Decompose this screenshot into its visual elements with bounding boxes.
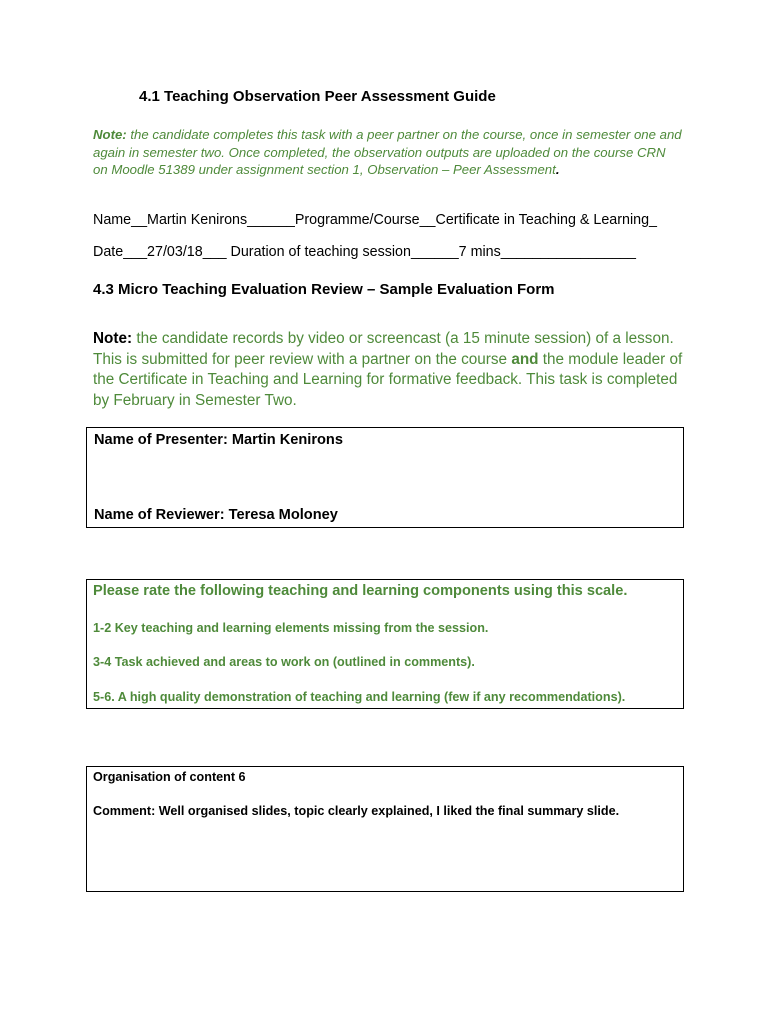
- presenter-reviewer-box: [86, 427, 684, 528]
- note-and: and: [511, 350, 539, 368]
- note-label: Note:: [93, 127, 127, 142]
- rating-scale-box: [86, 579, 684, 709]
- note-text-part-2: the module leader of the Certificate in Teaching and Learning for formative feedback. This task is completed by February in Semester Two.: [93, 350, 683, 410]
- note-text-part-1: the candidate records by video or screencast (a 15 minute session) of a lesson. This is submitted for peer review with a partner on the course: [93, 330, 674, 368]
- reviewer-name: Name of Reviewer: Teresa Moloney: [94, 507, 338, 523]
- note-label: Note:: [93, 330, 133, 347]
- scale-item-3-4: 3-4 Task achieved and areas to work on (outlined in comments).: [93, 655, 475, 669]
- note-4-3: [93, 329, 683, 412]
- rating-scale-title: Please rate the following teaching and learning components using this scale.: [93, 583, 628, 599]
- section-heading-4-3: 4.3 Micro Teaching Evaluation Review – Sample Evaluation Form: [93, 281, 555, 298]
- note-4-1: [93, 126, 683, 179]
- organisation-box: [86, 766, 684, 892]
- organisation-comment: Comment: Well organised slides, topic clearly explained, I liked the final summary slide.: [93, 804, 620, 818]
- note-text: the candidate completes this task with a peer partner on the course, once in semester one and again in semester two. Once completed, the observation outputs are uploaded on the course CRN on Moodle 51389 under assignment section 1, Observation – Peer Assessment: [93, 127, 682, 178]
- date-duration-line: Date___27/03/18___ Duration of teaching session______7 mins_________________: [93, 244, 636, 260]
- scale-item-5-6: 5-6. A high quality demonstration of teaching and learning (few if any recommendations).: [93, 690, 626, 704]
- presenter-name: Name of Presenter: Martin Kenirons: [94, 432, 343, 448]
- name-programme-line: Name__Martin Kenirons______Programme/Course__Certificate in Teaching & Learning_: [93, 212, 657, 228]
- organisation-rating: Organisation of content 6: [93, 770, 246, 784]
- note-end: .: [555, 162, 560, 178]
- scale-item-1-2: 1-2 Key teaching and learning elements missing from the session.: [93, 621, 489, 635]
- section-heading-4-1: 4.1 Teaching Observation Peer Assessment Guide: [139, 88, 496, 105]
